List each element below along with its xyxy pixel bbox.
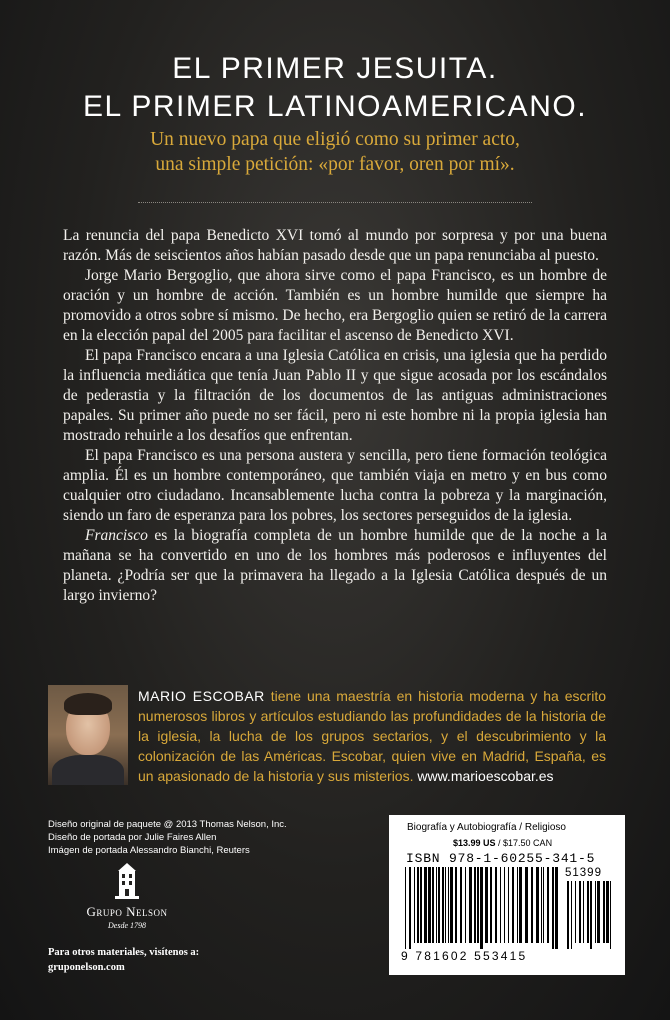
barcode-bar [541, 867, 542, 943]
barcode-bar [508, 867, 509, 943]
publisher-name: Grupo Nelson [86, 904, 168, 919]
barcode-bar [424, 867, 427, 943]
barcode-bar [519, 867, 522, 943]
lighthouse-building-icon [112, 862, 142, 900]
barcode-bar [480, 867, 483, 949]
publisher-website-link[interactable]: gruponelson.com [48, 962, 125, 973]
price-us: $13.99 US [453, 838, 496, 848]
barcode-bar [495, 867, 497, 943]
book-title-italic: Francisco [85, 527, 148, 544]
author-website-link[interactable]: www.marioescobar.es [417, 768, 554, 784]
subhead-line-2: una simple petición: «por favor, oren por mí». [155, 154, 515, 175]
synopsis-paragraph-5 [63, 526, 607, 606]
barcode-bar [465, 867, 466, 943]
barcode-bar [455, 867, 457, 943]
barcode-bar [571, 881, 572, 949]
barcode-bar [555, 867, 558, 949]
isbn-number: ISBN 978-1-60255-341-5 [406, 851, 596, 866]
author-bio [138, 686, 606, 786]
headline-line-2: EL PRIMER LATINOAMERICANO. [82, 90, 588, 123]
barcode-bar [512, 867, 514, 943]
barcode-bar [552, 867, 554, 949]
barcode-bar [405, 867, 406, 949]
barcode-bar [469, 867, 472, 943]
barcode-bar [610, 881, 611, 949]
design-credits [48, 818, 287, 857]
barcode-bar [448, 867, 449, 943]
barcode-bar [575, 881, 576, 943]
author-photo [48, 685, 128, 785]
synopsis-paragraph-3: El papa Francisco encara a una Iglesia Católica en crisis, una iglesia que ha perdido la influencia mediática que tenía Juan Pablo II y que sigue acosada por los escándalos de pederastia y la filtración de los documentos de las antiguas administraciones papales. Su primer año puede no ser fácil, pero ni este hombre ni la propia iglesia han mostrado rehuirle a los desafíos que enfrentan. [63, 347, 607, 444]
barcode-bar [531, 867, 533, 943]
ean-barcode [403, 867, 559, 949]
barcode-bar [414, 867, 415, 943]
barcode-bar [436, 867, 437, 943]
barcode-bar [595, 881, 596, 943]
barcode-bar [485, 867, 488, 943]
barcode-bar [504, 867, 505, 943]
barcode-supplement-digits: 51399 [565, 867, 602, 879]
barcode-panel [389, 815, 625, 975]
more-info-line: Para otros materiales, visítenos a: [48, 947, 200, 958]
publisher-logo [52, 862, 202, 930]
subhead-line-1: Un nuevo papa que eligió como su primer acto, [150, 129, 520, 150]
credit-line-1: Diseño original de paquete @ 2013 Thomas Nelson, Inc. [48, 819, 287, 830]
barcode-bar [606, 881, 609, 943]
barcode-bar [474, 867, 476, 943]
barcode-bar [517, 867, 518, 943]
barcode-bar [445, 867, 446, 943]
barcode-bar [417, 867, 419, 943]
synopsis-paragraph-2: Jorge Mario Bergoglio, que ahora sirve como el papa Francisco, es un hombre de oración y un hombre de acción. También es un hombre humilde que siempre ha promovido a otros sobre sí mismo. De hecho, era Bergoglio quien se retiró de la carrera en la elección papal del 2005 para facilitar el ascenso de Benedicto XVI. [63, 267, 607, 344]
author-name: MARIO ESCOBAR [138, 688, 265, 704]
barcode-bar [420, 867, 422, 943]
barcode-bar [547, 867, 549, 943]
dotted-divider [138, 202, 532, 203]
barcode-bar [409, 867, 411, 949]
book-category: Biografía y Autobiografía / Religioso [407, 822, 566, 833]
barcode-bar [460, 867, 462, 943]
barcode-bar [567, 881, 569, 949]
barcode-bar [587, 881, 589, 943]
synopsis-paragraph-1: La renuncia del papa Benedicto XVI tomó al mundo por sorpresa y por una buena razón. Más de seiscientos años habían pasado desde que un papa renunciaba al puesto. [63, 227, 607, 264]
barcode-bar [477, 867, 479, 943]
back-cover-headline [0, 50, 670, 126]
barcode-bar [603, 881, 605, 943]
barcode-bar [490, 867, 492, 943]
barcode-bar [590, 881, 592, 949]
author-bio-text: tiene una maestría en historia moderna y ha escrito numerosos libros y artículos estudiando las profundidades de la historia de la iglesia, la lucha de los grupos sectarios, y el descubrimiento y la colonización de las Américas. Escobar, quien vive en Madrid, España, es un apasionado de la historia y sus misterios. [138, 688, 606, 784]
publisher-since: Desde 1798 [108, 921, 146, 930]
supplement-barcode [565, 881, 615, 969]
barcode-bar [583, 881, 584, 943]
credit-line-3: Imágen de portada Alessandro Bianchi, Reuters [48, 845, 250, 856]
barcode-bar [579, 881, 581, 943]
barcode-bar [450, 867, 453, 943]
publisher-contact [48, 945, 199, 975]
headline-line-1: EL PRIMER JESUITA. [172, 52, 498, 85]
barcode-bar [543, 867, 544, 943]
price-can: / $17.50 CAN [495, 838, 553, 848]
barcode-digits: 9 781602 553415 [401, 949, 528, 963]
barcode-bar [442, 867, 444, 943]
barcode-bar [438, 867, 440, 943]
back-cover-subhead [0, 127, 670, 177]
barcode-bar [432, 867, 434, 943]
barcode-bar [500, 867, 501, 943]
barcode-bar [536, 867, 539, 943]
credit-line-2: Diseño de portada por Julie Faires Allen [48, 832, 217, 843]
barcode-bar [597, 881, 600, 943]
synopsis-paragraph-4: El papa Francisco es una persona austera y sencilla, pero tiene formación teológica amplia. Él es un hombre contemporáneo, que también viaja en metro y en bus como cualquier otro ciudadano. Incansablemente lucha contra la pobreza y la marginación, siendo un faro de esperanza para los pobres, los sectores perseguidos de la iglesia. [63, 447, 607, 524]
synopsis [63, 226, 607, 606]
synopsis-paragraph-5-text: es la biografía completa de un hombre humilde que de la noche a la mañana se ha convertido en uno de los hombres más poderosos e influyentes del planeta. ¿Podría ser que la primavera ha llegado a la Iglesia Católica después de un largo invierno? [63, 527, 607, 604]
book-price [453, 838, 552, 848]
barcode-bar [428, 867, 431, 943]
barcode-bar [525, 867, 528, 943]
